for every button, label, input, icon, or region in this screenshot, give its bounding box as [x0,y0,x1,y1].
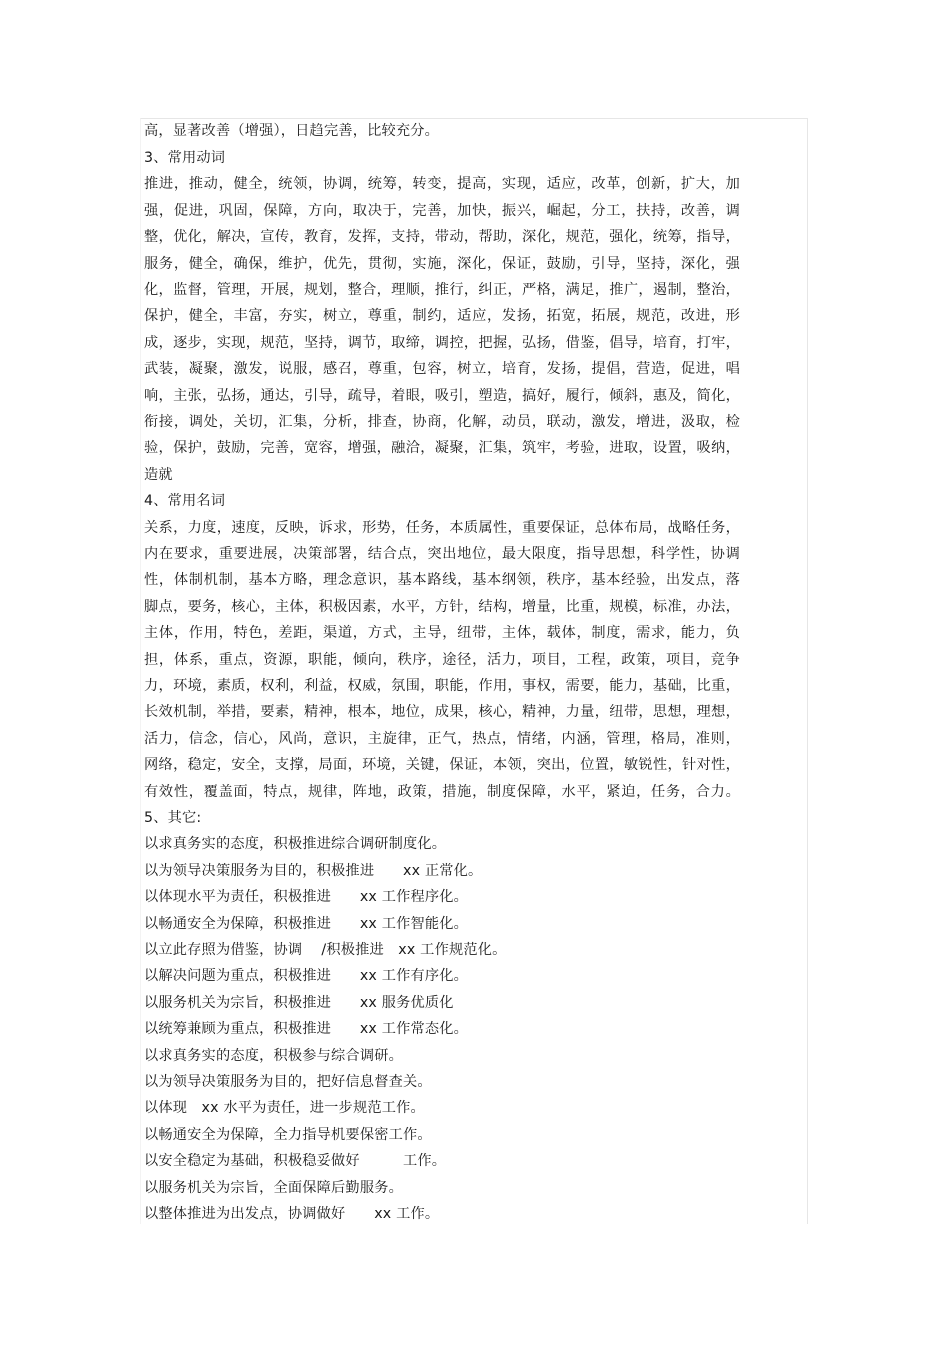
verbs-line: 响，主张，弘扬，通达，引导，疏导，着眼，吸引，塑造，搞好，履行，倾斜，惠及，简化， [144,388,740,404]
verbs-line: 衔接，调处，关切，汇集，分析，排查，协商，化解，动员，联动，激发，增进，汲取，检 [144,414,740,430]
other-line: 以求真务实的态度，积极参与综合调研。 [144,1048,403,1064]
verbs-line: 化，监督，管理，开展，规划，整合，理顺，推行，纠正，严格，满足，推广，遏制，整治， [144,282,740,298]
verbs-line: 成，逐步，实现，规范，坚持，调节，取缔，调控，把握，弘扬，借鉴，倡导，培育，打牢， [144,335,740,351]
intro-line: 高，显著改善（增强），日趋完善，比较充分。 [144,123,440,139]
nouns-line: 有效性，覆盖面，特点，规律，阵地，政策，措施，制度保障，水平，紧迫，任务，合力。 [144,784,740,800]
nouns-line: 脚点，要务，核心，主体，积极因素，水平，方针，结构，增量，比重，规模，标准，办法， [144,599,740,615]
other-line: 以畅通安全为保障，积极推进 xx 工作智能化。 [144,916,469,932]
other-line: 以安全稳定为基础，积极稳妥做好 工作。 [144,1153,447,1169]
other-line: 以解决问题为重点，积极推进 xx 工作有序化。 [144,968,469,984]
nouns-line: 内在要求，重要进展，决策部署，结合点，突出地位，最大限度，指导思想，科学性，协调 [144,546,740,562]
verbs-line: 保护，健全，丰富，夯实，树立，尊重，制约，适应，发扬，拓宽，拓展，规范，改进，形 [144,308,740,324]
nouns-line: 网络，稳定，安全，支撑，局面，环境，关键，保证，本领，突出，位置，敏锐性，针对性， [144,757,740,773]
verbs-line: 武装，凝聚，激发，说服，感召，尊重，包容，树立，培育，发扬，提倡，营造，促进，唱 [144,361,740,377]
nouns-heading: 4、常用名词 [144,493,226,509]
other-line: 以统筹兼顾为重点，积极推进 xx 工作常态化。 [144,1021,469,1037]
nouns-line: 性，体制机制，基本方略，理念意识，基本路线，基本纲领，秩序，基本经验，出发点，落 [144,572,740,588]
nouns-line: 活力，信念，信心，风尚，意识，主旋律，正气，热点，情绪，内涵，管理，格局，准则， [144,731,740,747]
verbs-line: 整，优化，解决，宣传，教育，发挥，支持，带动，帮助，深化，规范，强化，统筹，指导， [144,229,740,245]
nouns-line: 关系，力度，速度，反映，诉求，形势，任务，本质属性，重要保证，总体布局，战略任务， [144,520,740,536]
document-page [140,118,808,1224]
nouns-line: 主体，作用，特色，差距，渠道，方式，主导，纽带，主体，载体，制度，需求，能力，负 [144,625,740,641]
verbs-line: 服务，健全，确保，维护，优先，贯彻，实施，深化，保证，鼓励，引导，坚持，深化，强 [144,256,740,272]
other-line: 以服务机关为宗旨，全面保障后勤服务。 [144,1180,403,1196]
other-line: 以立此存照为借鉴，协调 /积极推进 xx 工作规范化。 [144,942,507,958]
other-line: 以体现 xx 水平为责任，进一步规范工作。 [144,1100,425,1116]
verbs-line: 强，促进，巩固，保障，方向，取决于，完善，加快，振兴，崛起，分工，扶持，改善，调 [144,203,740,219]
other-line: 以畅通安全为保障，全力指导机要保密工作。 [144,1127,432,1143]
other-line: 以为领导决策服务为目的，积极推进 xx 正常化。 [144,863,483,879]
verbs-line: 推进，推动，健全，统领，协调，统筹，转变，提高，实现，适应，改革，创新，扩大，加 [144,176,740,192]
other-line: 以为领导决策服务为目的，把好信息督查关。 [144,1074,432,1090]
verbs-heading: 3、常用动词 [144,150,226,166]
other-line: 以整体推进为出发点，协调做好 xx 工作。 [144,1206,440,1222]
other-line: 以体现水平为责任，积极推进 xx 工作程序化。 [144,889,469,905]
nouns-line: 长效机制，举措，要素，精神，根本，地位，成果，核心，精神，力量，纽带，思想，理想， [144,704,740,720]
nouns-line: 力，环境，素质，权利，利益，权威，氛围，职能，作用，事权，需要，能力，基础，比重， [144,678,740,694]
verbs-line: 验，保护，鼓励，完善，宽容，增强，融洽，凝聚，汇集，筑牢，考验，进取，设置，吸纳， [144,440,740,456]
verbs-line: 造就 [144,467,173,483]
other-line: 以服务机关为宗旨，积极推进 xx 服务优质化 [144,995,454,1011]
other-line: 以求真务实的态度，积极推进综合调研制度化。 [144,836,447,852]
nouns-line: 担，体系，重点，资源，职能，倾向，秩序，途径，活力，项目，工程，政策，项目，竞争 [144,652,740,668]
other-heading: 5、其它: [144,810,202,826]
